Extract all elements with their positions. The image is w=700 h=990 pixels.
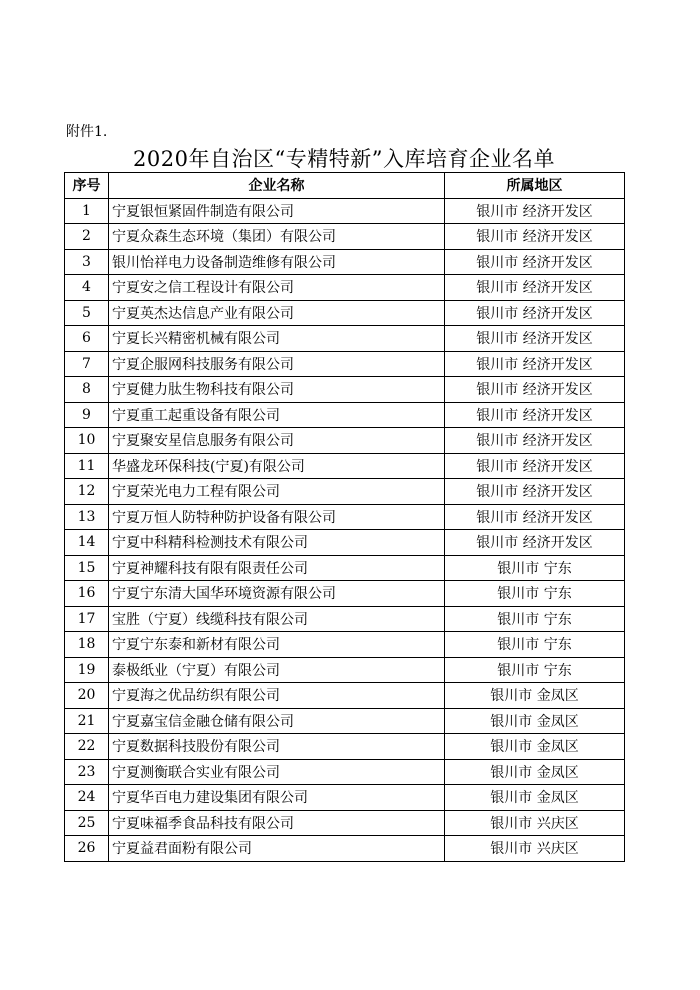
- region: 银川市 宁东: [445, 606, 625, 632]
- table-row: [65, 351, 625, 377]
- table-row: [65, 734, 625, 760]
- row-number: 22: [65, 734, 109, 760]
- enterprise-name: 宁夏嘉宝信金融仓储有限公司: [109, 708, 445, 734]
- table-row: [65, 300, 625, 326]
- row-number: 14: [65, 530, 109, 556]
- region: 银川市 金凤区: [445, 734, 625, 760]
- table-row: [65, 479, 625, 505]
- enterprise-name: 宁夏神耀科技有限有限责任公司: [109, 555, 445, 581]
- enterprise-name: 泰极纸业（宁夏）有限公司: [109, 657, 445, 683]
- enterprise-name: 银川怡祥电力设备制造维修有限公司: [109, 249, 445, 275]
- row-number: 9: [65, 402, 109, 428]
- header-area: 所属地区: [445, 173, 625, 199]
- header-name: 企业名称: [109, 173, 445, 199]
- region: 银川市 经济开发区: [445, 224, 625, 250]
- attachment-label: 附件1.: [66, 124, 108, 140]
- region: 银川市 经济开发区: [445, 198, 625, 224]
- row-number: 10: [65, 428, 109, 454]
- region: 银川市 经济开发区: [445, 530, 625, 556]
- row-number: 7: [65, 351, 109, 377]
- row-number: 5: [65, 300, 109, 326]
- table-row: [65, 453, 625, 479]
- row-number: 25: [65, 810, 109, 836]
- row-number: 18: [65, 632, 109, 658]
- enterprise-name: 宁夏宁东泰和新材有限公司: [109, 632, 445, 658]
- region: 银川市 金凤区: [445, 683, 625, 709]
- region: 银川市 兴庆区: [445, 836, 625, 862]
- region: 银川市 兴庆区: [445, 810, 625, 836]
- row-number: 11: [65, 453, 109, 479]
- enterprise-name: 宁夏安之信工程设计有限公司: [109, 275, 445, 301]
- table-row: [65, 555, 625, 581]
- table-row: [65, 377, 625, 403]
- table-row: [65, 683, 625, 709]
- region: 银川市 金凤区: [445, 759, 625, 785]
- table-row: [65, 759, 625, 785]
- region: 银川市 宁东: [445, 632, 625, 658]
- region: 银川市 经济开发区: [445, 479, 625, 505]
- table-row: [65, 326, 625, 352]
- enterprise-name: 宁夏万恒人防特种防护设备有限公司: [109, 504, 445, 530]
- enterprise-name: 宁夏荣光电力工程有限公司: [109, 479, 445, 505]
- table-row: [65, 249, 625, 275]
- enterprise-name: 宁夏中科精科检测技术有限公司: [109, 530, 445, 556]
- table-row: [65, 708, 625, 734]
- enterprise-name: 宁夏益君面粉有限公司: [109, 836, 445, 862]
- row-number: 23: [65, 759, 109, 785]
- table-row: [65, 606, 625, 632]
- table-row: [65, 836, 625, 862]
- row-number: 20: [65, 683, 109, 709]
- table-row: [65, 224, 625, 250]
- region: 银川市 宁东: [445, 581, 625, 607]
- table-row: [65, 275, 625, 301]
- enterprise-name: 宁夏宁东清大国华环境资源有限公司: [109, 581, 445, 607]
- table-row: [65, 402, 625, 428]
- row-number: 8: [65, 377, 109, 403]
- row-number: 24: [65, 785, 109, 811]
- table-row: [65, 810, 625, 836]
- enterprise-name: 宁夏测衡联合实业有限公司: [109, 759, 445, 785]
- row-number: 3: [65, 249, 109, 275]
- table-row: [65, 504, 625, 530]
- region: 银川市 经济开发区: [445, 377, 625, 403]
- table-row: [65, 657, 625, 683]
- region: 银川市 经济开发区: [445, 504, 625, 530]
- enterprise-name: 宁夏健力肽生物科技有限公司: [109, 377, 445, 403]
- region: 银川市 经济开发区: [445, 300, 625, 326]
- enterprise-name: 宁夏海之优品纺织有限公司: [109, 683, 445, 709]
- row-number: 26: [65, 836, 109, 862]
- enterprise-name: 宁夏企服网科技服务有限公司: [109, 351, 445, 377]
- enterprise-name: 宁夏长兴精密机械有限公司: [109, 326, 445, 352]
- region: 银川市 经济开发区: [445, 249, 625, 275]
- region: 银川市 经济开发区: [445, 275, 625, 301]
- region: 银川市 经济开发区: [445, 428, 625, 454]
- region: 银川市 金凤区: [445, 785, 625, 811]
- row-number: 4: [65, 275, 109, 301]
- enterprise-name: 宁夏聚安星信息服务有限公司: [109, 428, 445, 454]
- enterprise-name: 宁夏数据科技股份有限公司: [109, 734, 445, 760]
- row-number: 12: [65, 479, 109, 505]
- document-title: 2020年自治区“专精特新”入库培育企业名单: [133, 147, 555, 171]
- region: 银川市 宁东: [445, 657, 625, 683]
- row-number: 16: [65, 581, 109, 607]
- table-row: [65, 428, 625, 454]
- region: 银川市 经济开发区: [445, 402, 625, 428]
- row-number: 15: [65, 555, 109, 581]
- header-no: 序号: [65, 173, 109, 199]
- enterprise-table: [64, 172, 625, 862]
- table-row: [65, 785, 625, 811]
- enterprise-name: 宁夏众森生态环境（集团）有限公司: [109, 224, 445, 250]
- row-number: 17: [65, 606, 109, 632]
- region: 银川市 经济开发区: [445, 351, 625, 377]
- enterprise-name: 宁夏重工起重设备有限公司: [109, 402, 445, 428]
- table-row: [65, 632, 625, 658]
- table-row: [65, 198, 625, 224]
- enterprise-name: 华盛龙环保科技(宁夏)有限公司: [109, 453, 445, 479]
- row-number: 6: [65, 326, 109, 352]
- region: 银川市 经济开发区: [445, 453, 625, 479]
- table-row: [65, 581, 625, 607]
- region: 银川市 经济开发区: [445, 326, 625, 352]
- enterprise-name: 宝胜（宁夏）线缆科技有限公司: [109, 606, 445, 632]
- row-number: 19: [65, 657, 109, 683]
- region: 银川市 金凤区: [445, 708, 625, 734]
- enterprise-name: 宁夏华百电力建设集团有限公司: [109, 785, 445, 811]
- region: 银川市 宁东: [445, 555, 625, 581]
- enterprise-name: 宁夏银恒紧固件制造有限公司: [109, 198, 445, 224]
- row-number: 13: [65, 504, 109, 530]
- enterprise-name: 宁夏英杰达信息产业有限公司: [109, 300, 445, 326]
- enterprise-name: 宁夏味福季食品科技有限公司: [109, 810, 445, 836]
- row-number: 2: [65, 224, 109, 250]
- row-number: 21: [65, 708, 109, 734]
- table-body: [65, 198, 625, 861]
- table-header-row: [65, 173, 625, 199]
- table-row: [65, 530, 625, 556]
- row-number: 1: [65, 198, 109, 224]
